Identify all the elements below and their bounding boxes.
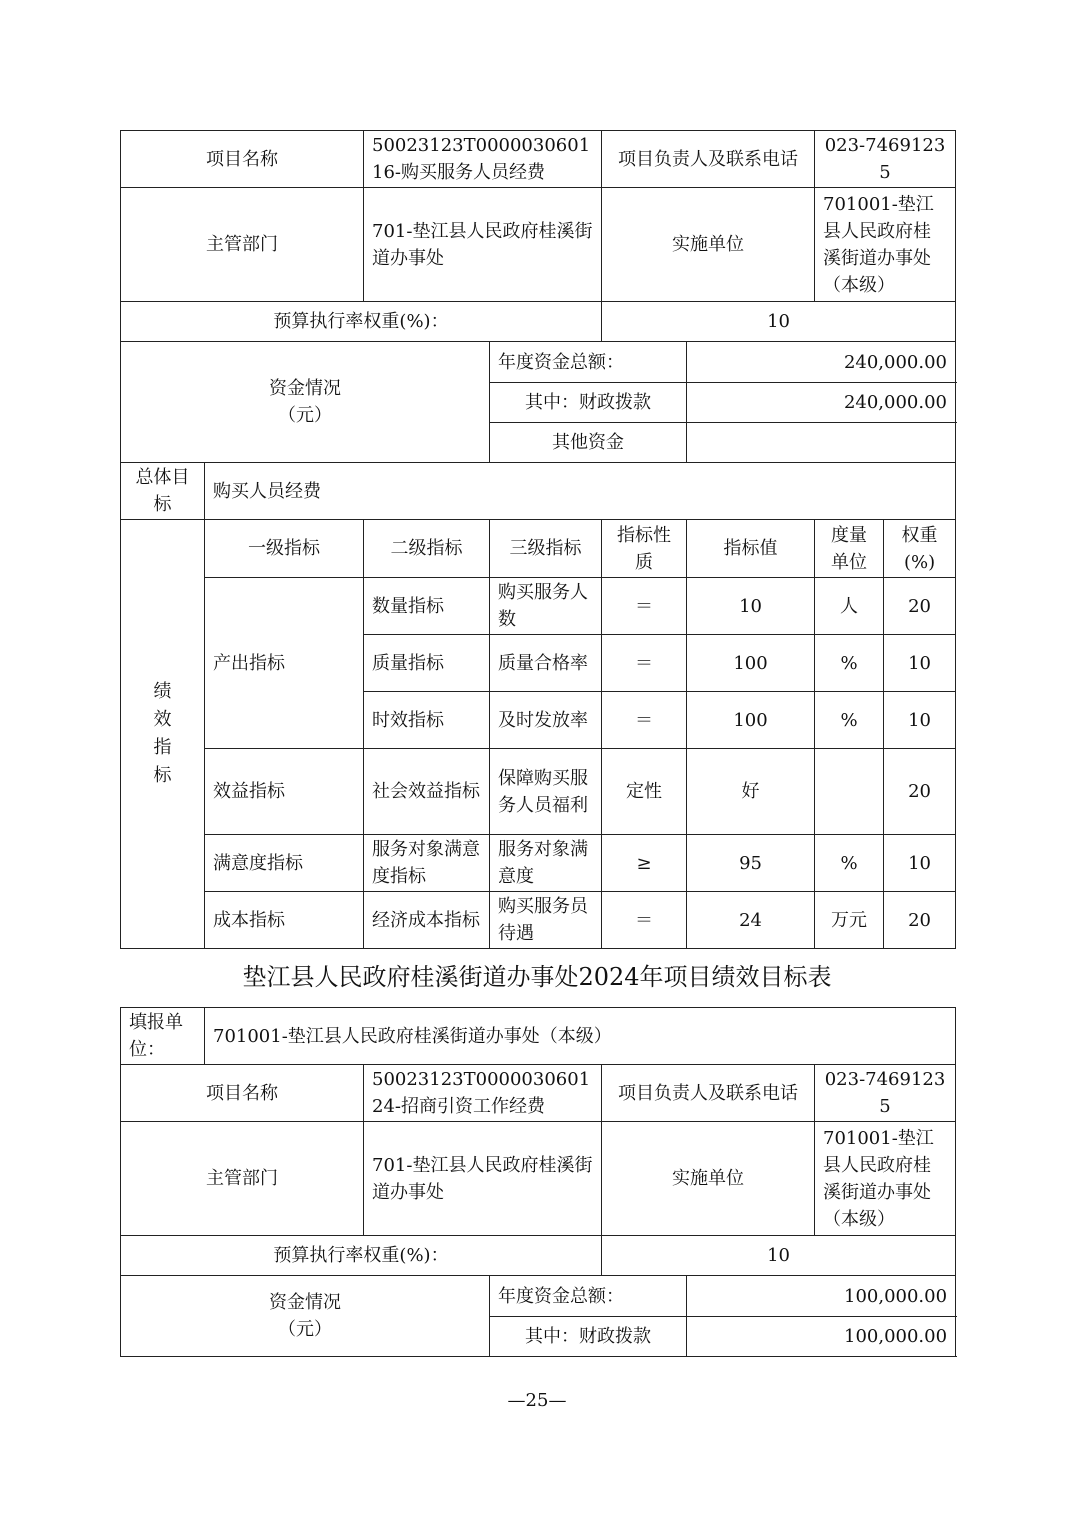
perf-label-cell [121, 520, 205, 949]
header-weight: 权重(%) [884, 520, 956, 578]
weight-cell: 20 [884, 892, 956, 949]
project-name-value: 50023123T000003060116-购买服务人员经费 [364, 131, 602, 188]
budget-weight-value: 10 [602, 302, 956, 342]
impl-value: 701001-垫江县人民政府桂溪街道办事处（本级） [815, 188, 956, 302]
project-name-label: 项目名称 [121, 1065, 364, 1122]
budget-weight-value: 10 [602, 1236, 956, 1276]
page-number: —25— [507, 1390, 567, 1411]
fiscal-value: 240,000.00 [687, 383, 956, 423]
impl-label: 实施单位 [602, 1122, 815, 1236]
weight-cell: 10 [884, 835, 956, 892]
funds-label [121, 342, 490, 463]
nature-cell: ＝ [602, 692, 687, 749]
contact-label: 项目负责人及联系电话 [602, 1065, 815, 1122]
level2-cell: 经济成本指标 [364, 892, 490, 949]
fiscal-value: 100,000.00 [687, 1317, 956, 1357]
level1-benefit: 效益指标 [205, 749, 364, 835]
fiscal-label: 其中：财政拨款 [490, 1317, 687, 1357]
unit-cell: % [815, 692, 884, 749]
weight-cell: 20 [884, 578, 956, 635]
header-level3: 三级指标 [490, 520, 602, 578]
unit-cell: % [815, 835, 884, 892]
table2-title: 垫江县人民政府桂溪街道办事处2024年项目绩效目标表 [242, 963, 832, 991]
unit-cell [815, 749, 884, 835]
level1-satisfaction: 满意度指标 [205, 835, 364, 892]
impl-label: 实施单位 [602, 188, 815, 302]
value-cell: 24 [687, 892, 815, 949]
performance-table-1 [120, 130, 956, 949]
header-level1: 一级指标 [205, 520, 364, 578]
header-level2: 二级指标 [364, 520, 490, 578]
funds-label-text: 资金情况（元） [269, 378, 341, 426]
goal-label: 总体目标 [121, 463, 205, 520]
filler-label: 填报单位： [121, 1008, 205, 1065]
fiscal-label: 其中：财政拨款 [490, 383, 687, 423]
nature-cell: ＝ [602, 892, 687, 949]
value-cell: 10 [687, 578, 815, 635]
nature-cell: ≥ [602, 835, 687, 892]
contact-phone: 023-74691235 [815, 1065, 956, 1122]
dept-label: 主管部门 [121, 188, 364, 302]
nature-cell: ＝ [602, 635, 687, 692]
project-name-label: 项目名称 [121, 131, 364, 188]
value-cell: 95 [687, 835, 815, 892]
budget-weight-label: 预算执行率权重(%)： [121, 1236, 602, 1276]
header-nature: 指标性质 [602, 520, 687, 578]
level2-cell: 质量指标 [364, 635, 490, 692]
dept-label: 主管部门 [121, 1122, 364, 1236]
value-cell: 好 [687, 749, 815, 835]
unit-cell: 万元 [815, 892, 884, 949]
nature-cell: ＝ [602, 578, 687, 635]
value-cell: 100 [687, 692, 815, 749]
weight-cell: 10 [884, 692, 956, 749]
level2-cell: 时效指标 [364, 692, 490, 749]
nature-cell: 定性 [602, 749, 687, 835]
perf-label: 绩效指标 [153, 681, 172, 786]
header-value: 指标值 [687, 520, 815, 578]
contact-phone: 023-74691235 [815, 131, 956, 188]
goal-value: 购买人员经费 [205, 463, 956, 520]
dept-value: 701-垫江县人民政府桂溪街道办事处 [364, 1122, 602, 1236]
level2-cell: 服务对象满意度指标 [364, 835, 490, 892]
level1-output: 产出指标 [205, 578, 364, 749]
level2-cell: 数量指标 [364, 578, 490, 635]
annual-label: 年度资金总额： [490, 1276, 687, 1317]
unit-cell: % [815, 635, 884, 692]
annual-value: 100,000.00 [687, 1276, 956, 1317]
weight-cell: 10 [884, 635, 956, 692]
funds-label [121, 1276, 490, 1357]
performance-table-2 [120, 1007, 956, 1357]
level3-cell: 购买服务人数 [490, 578, 602, 635]
annual-label: 年度资金总额： [490, 342, 687, 383]
level3-cell: 服务对象满意度 [490, 835, 602, 892]
impl-value: 701001-垫江县人民政府桂溪街道办事处（本级） [815, 1122, 956, 1236]
weight-cell: 20 [884, 749, 956, 835]
project-name-value: 50023123T000003060124-招商引资工作经费 [364, 1065, 602, 1122]
level3-cell: 购买服务员待遇 [490, 892, 602, 949]
funds-label-text: 资金情况（元） [269, 1292, 341, 1340]
level3-cell: 质量合格率 [490, 635, 602, 692]
dept-value: 701-垫江县人民政府桂溪街道办事处 [364, 188, 602, 302]
budget-weight-label: 预算执行率权重(%)： [121, 302, 602, 342]
level3-cell: 保障购买服务人员福利 [490, 749, 602, 835]
level2-cell: 社会效益指标 [364, 749, 490, 835]
filler-value: 701001-垫江县人民政府桂溪街道办事处（本级） [205, 1008, 956, 1065]
level3-cell: 及时发放率 [490, 692, 602, 749]
value-cell: 100 [687, 635, 815, 692]
level1-cost: 成本指标 [205, 892, 364, 949]
other-funds-value [687, 423, 956, 463]
annual-value: 240,000.00 [687, 342, 956, 383]
header-unit: 度量单位 [815, 520, 884, 578]
contact-label: 项目负责人及联系电话 [602, 131, 815, 188]
other-funds-label: 其他资金 [490, 423, 687, 463]
unit-cell: 人 [815, 578, 884, 635]
